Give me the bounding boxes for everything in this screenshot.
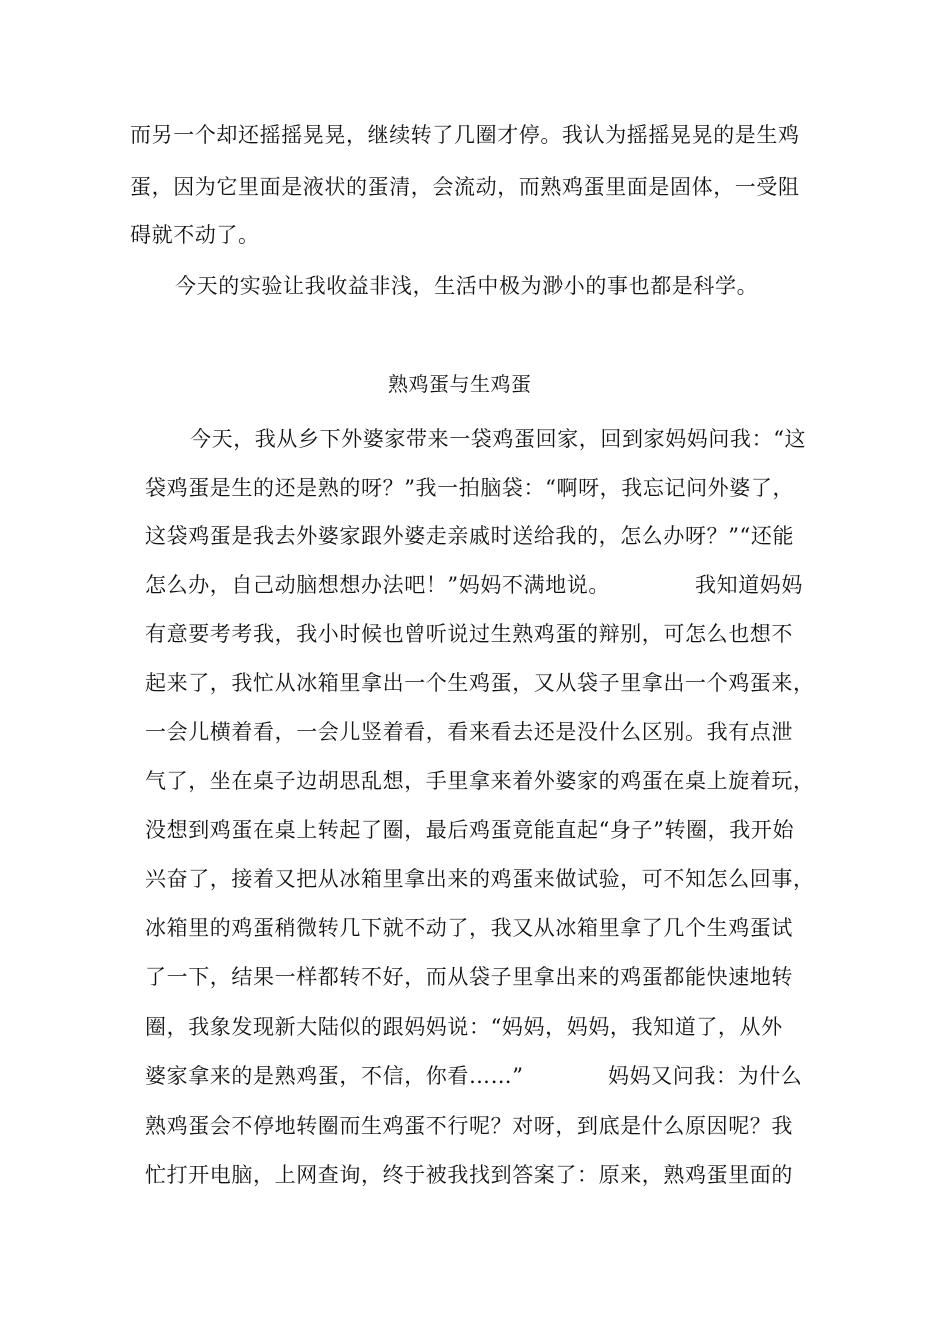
- paragraph-line: 熟鸡蛋会不停地转圈而生鸡蛋不行呢？对呀，到底是什么原因呢？我: [145, 1114, 793, 1138]
- paragraph-line: 而另一个却还摇摇晃晃，继续转了几圈才停。我认为摇摇晃晃的是生鸡: [130, 123, 800, 147]
- paragraph-line: 没想到鸡蛋在桌上转起了圈，最后鸡蛋竟能直起“身子”转圈，我开始: [145, 818, 795, 842]
- paragraph-line: 兴奋了，接着又把从冰箱里拿出来的鸡蛋来做试验，可不知怎么回事，: [145, 867, 815, 891]
- paragraph-line: 气了，坐在桌子边胡思乱想，手里拿来着外婆家的鸡蛋在桌上旋着玩，: [145, 769, 815, 793]
- paragraph-line: 袋鸡蛋是生的还是熟的呀？”我一拍脑袋：“啊呀，我忘记问外婆了，: [145, 476, 795, 500]
- paragraph-line: 冰箱里的鸡蛋稍微转几下就不动了，我又从冰箱里拿了几个生鸡蛋试: [145, 916, 793, 940]
- paragraph-line: 圈，我象发现新大陆似的跟妈妈说：“妈妈，妈妈，我知道了，从外: [145, 1015, 783, 1039]
- paragraph-line: 碍就不动了。: [130, 223, 260, 247]
- paragraph-line: 有意要考考我，我小时候也曾听说过生熟鸡蛋的辩别，可怎么也想不: [145, 622, 793, 646]
- paragraph-line: 了一下，结果一样都转不好，而从袋子里拿出来的鸡蛋都能快速地转: [145, 965, 793, 989]
- paragraph-line: 这袋鸡蛋是我去外婆家跟外婆走亲戚时送给我的，怎么办呀？”“还能: [145, 524, 795, 548]
- paragraph-line-fragment: 妈妈又问我：为什么: [608, 1064, 803, 1088]
- paragraph-line: 婆家拿来的是熟鸡蛋，不信，你看……”: [145, 1064, 524, 1088]
- paragraph-line-fragment: 我知道妈妈: [695, 573, 803, 597]
- paragraph-line: 今天，我从乡下外婆家带来一袋鸡蛋回家，回到家妈妈问我：“这: [190, 427, 807, 451]
- paragraph-line: 今天的实验让我收益非浅，生活中极为渺小的事也都是科学。: [175, 274, 759, 298]
- essay-title: 熟鸡蛋与生鸡蛋: [388, 372, 532, 396]
- paragraph-line: 怎么办，自己动脑想想办法吧！”妈妈不满地说。: [145, 573, 610, 597]
- paragraph-line: 一会儿横着看，一会儿竖着看，看来看去还是没什么区别。我有点泄: [145, 720, 793, 744]
- paragraph-line: 起来了，我忙从冰箱里拿出一个生鸡蛋，又从袋子里拿出一个鸡蛋来，: [145, 671, 815, 695]
- paragraph-line: 忙打开电脑，上网查询，终于被我找到答案了：原来，熟鸡蛋里面的: [145, 1163, 793, 1187]
- paragraph-line: 蛋，因为它里面是液状的蛋清，会流动，而熟鸡蛋里面是固体，一受阻: [130, 175, 800, 199]
